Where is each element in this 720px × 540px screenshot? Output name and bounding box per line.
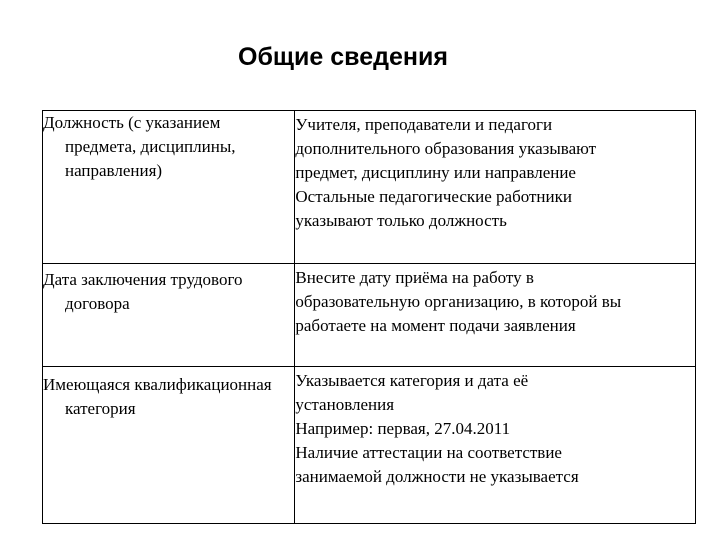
label-cell-contract-date <box>43 264 295 367</box>
value-line: установления <box>295 395 395 414</box>
value-cell-position <box>295 111 696 264</box>
row-label: Должность (с указанием предмета, дисциплины, направления) <box>43 113 236 180</box>
value-line: образовательную организацию, в которой вы <box>295 292 622 311</box>
value-line: Например: первая, 27.04.2011 <box>295 419 511 438</box>
value-line: Наличие аттестации на соответствие <box>295 443 562 462</box>
value-line: предмет, дисциплину или направление <box>295 163 576 182</box>
value-line: Указывается категория и дата её <box>295 371 529 390</box>
value-line: Внесите дату приёма на работу в <box>295 268 534 287</box>
value-line: занимаемой должности не указывается <box>295 467 579 486</box>
value-line: работаете на момент подачи заявления <box>295 316 576 335</box>
table-row <box>43 367 696 524</box>
value-line: Остальные педагогические работники <box>295 187 572 206</box>
table-row <box>43 111 696 264</box>
info-table <box>42 110 696 524</box>
row-label: Имеющаяся квалификационная категория <box>43 375 272 418</box>
label-cell-qualification <box>43 367 295 524</box>
page-title: Общие сведения <box>238 43 448 71</box>
value-line: Учителя, преподаватели и педагоги <box>295 115 553 134</box>
label-cell-position <box>43 111 295 264</box>
value-cell-contract-date <box>295 264 696 367</box>
value-cell-qualification <box>295 367 696 524</box>
table-row <box>43 264 696 367</box>
value-line: указывают только должность <box>295 211 507 230</box>
row-label: Дата заключения трудового договора <box>43 270 243 313</box>
value-line: дополнительного образования указывают <box>295 139 597 158</box>
